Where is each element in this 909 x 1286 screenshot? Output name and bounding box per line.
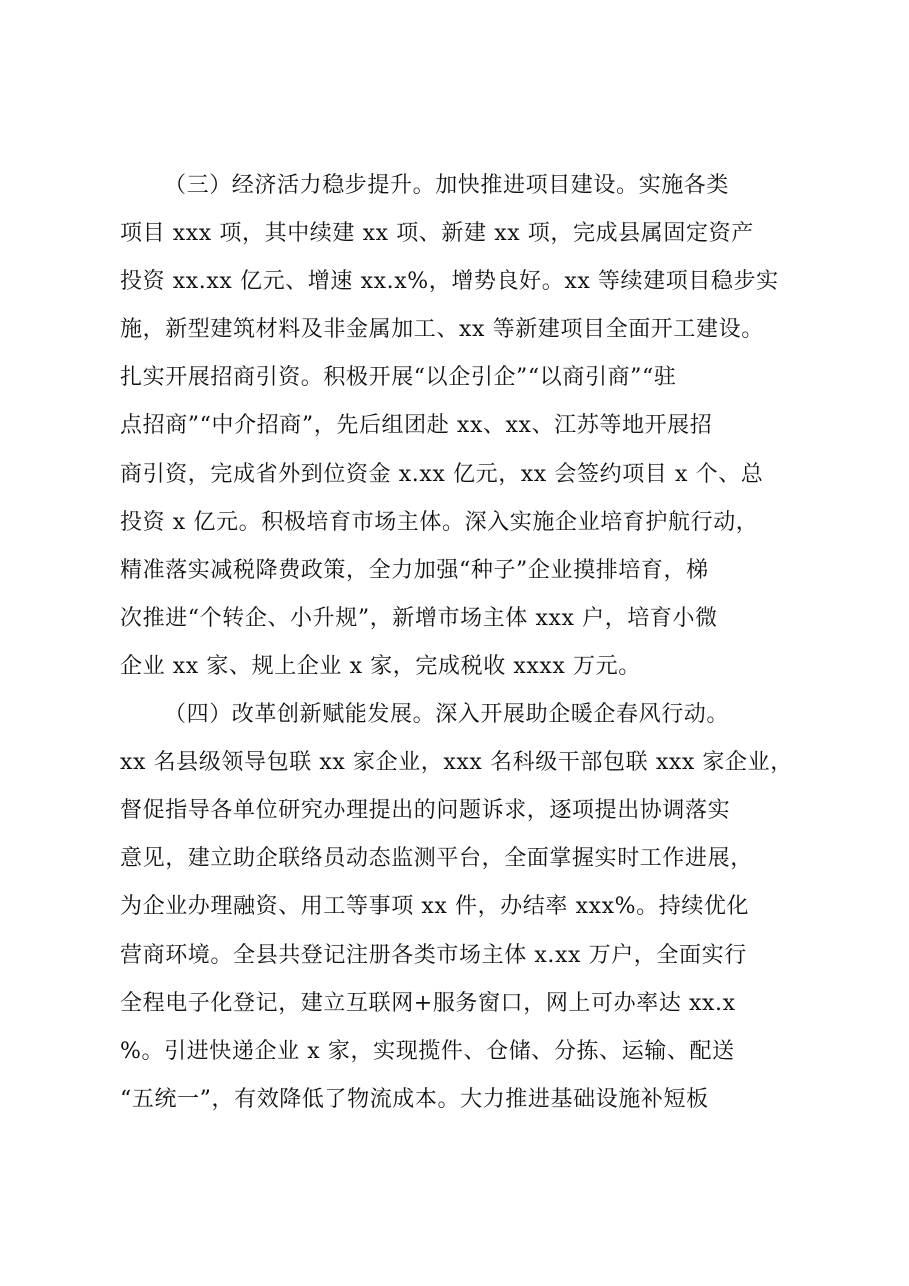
- paragraph-3-line-5: 扎实开展招商引资。积极开展“以企引企”“以商引商”“驻: [120, 365, 677, 391]
- paragraph-4-line-9: “五统一”，有效降低了物流成本。大力推进基础设施补短板: [120, 1086, 709, 1112]
- paragraph-4-line-1: （四）改革创新赋能发展。深入开展助企暖企春风行动。: [164, 702, 730, 728]
- paragraph-3-line-1: （三）经济活力稳步提升。加快推进项目建设。实施各类: [164, 173, 730, 198]
- paragraph-4-line-6: 营商环境。全县共登记注册各类市场主体 x.xx 万户，全面实行: [120, 942, 747, 968]
- paragraph-3-line-9: 精准落实减税降费政策，全力加强“种子”企业摸排培育，梯: [120, 557, 709, 583]
- document-body: [120, 162, 800, 1124]
- paragraph-4-line-2: xx 名县级领导包联 xx 家企业，xxx 名科级干部包联 xxx 家企业，: [120, 750, 793, 776]
- paragraph-4-line-8: %。引进快递企业 x 家，实现揽件、仓储、分拣、运输、配送: [120, 1038, 735, 1064]
- paragraph-3-line-10: 次推进“个转企、小升规”，新增市场主体 xxx 户，培育小微: [120, 605, 718, 631]
- paragraph-4-line-3: 督促指导各单位研究办理提出的问题诉求，逐项提出协调落实: [120, 798, 731, 824]
- paragraph-3-line-4: 施，新型建筑材料及非金属加工、xx 等新建项目全面开工建设。: [120, 317, 764, 343]
- paragraph-3-line-7: 商引资，完成省外到位资金 x.xx 亿元，xx 会签约项目 x 个、总: [120, 461, 764, 487]
- paragraph-4-line-5: 为企业办理融资、用工等事项 xx 件，办结率 xxx%。持续优化: [120, 894, 750, 920]
- paragraph-3-line-11: 企业 xx 家、规上企业 x 家，完成税收 xxxx 万元。: [120, 653, 641, 679]
- paragraph-4-line-4: 意见，建立助企联络员动态监测平台，全面掌握实时工作进展，: [120, 846, 753, 872]
- paragraph-3-line-3: 投资 xx.xx 亿元、增速 xx.x%，增势良好。xx 等续建项目稳步实: [120, 269, 779, 295]
- paragraph-4-line-7: 全程电子化登记，建立互联网+服务窗口，网上可办率达 xx.x: [120, 990, 736, 1016]
- paragraph-3-line-8: 投资 x 亿元。积极培育市场主体。深入实施企业培育护航行动，: [120, 509, 759, 535]
- paragraph-3-line-2: 项目 xxx 项，其中续建 xx 项、新建 xx 项，完成县属固定资产: [120, 221, 754, 247]
- paragraph-3-line-6: 点招商”“中介招商”，先后组团赴 xx、xx、江苏等地开展招: [120, 413, 713, 439]
